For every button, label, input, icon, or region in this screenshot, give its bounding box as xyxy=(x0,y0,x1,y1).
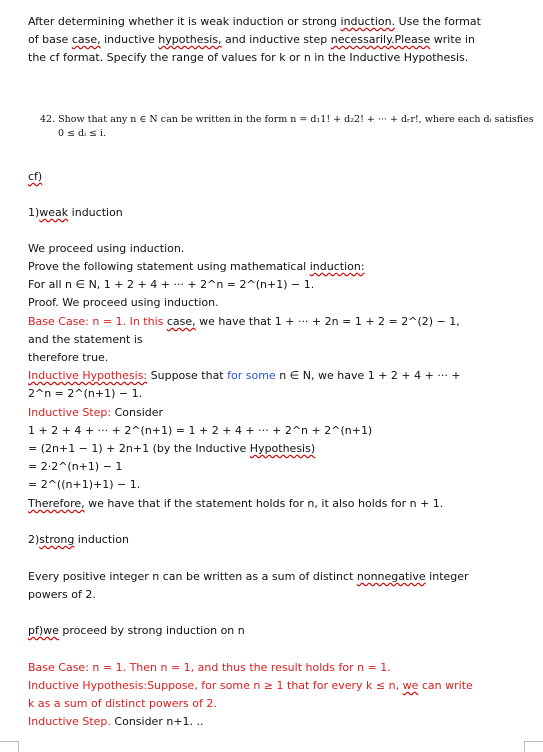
text: of base xyxy=(28,33,72,46)
weak-step-2 xyxy=(28,440,315,458)
text: nonnegative xyxy=(356,570,426,583)
text: hypothesis, xyxy=(158,33,222,46)
text: After determining whether it is weak induction or strong xyxy=(28,15,341,28)
problem-line-1: 42. Show that any n ∈ N can be written in the form n = d₁1! + d₂2! + ··· + dᵣr!, where each dᵢ satisfies xyxy=(40,114,534,125)
text: we xyxy=(402,679,419,692)
text: weak xyxy=(39,206,69,219)
text: 1) xyxy=(28,206,40,219)
text: Inductive Hypothesis:Suppose, for some n ≥ 1 that for every k ≤ n, xyxy=(28,679,403,692)
weak-inductive-step xyxy=(28,404,163,422)
strong-claim xyxy=(28,568,469,586)
text: Base Case: n = 1. In this xyxy=(28,315,167,328)
text: n ∈ N, we have 1 + 2 + 4 + ··· + xyxy=(275,369,461,382)
text: induction: xyxy=(309,260,365,273)
text: Hypothesis) xyxy=(249,442,316,455)
text: Inductive Step. xyxy=(28,715,115,728)
text: Inductive Step: xyxy=(28,406,112,419)
text: write in xyxy=(430,33,475,46)
text: Inductive Hypothesis: xyxy=(28,369,148,382)
weak-line-2 xyxy=(28,258,365,276)
strong-claim-line-2: powers of 2. xyxy=(28,588,96,601)
weak-line-6: and the statement is xyxy=(28,333,143,346)
text: strong xyxy=(39,533,75,546)
text: induction xyxy=(74,533,129,546)
text: induction xyxy=(68,206,123,219)
text: inductive xyxy=(100,33,159,46)
text: Consider xyxy=(111,406,164,419)
weak-inductive-hypothesis xyxy=(28,367,461,385)
page-corner-left xyxy=(0,741,19,752)
strong-proof-intro xyxy=(28,622,245,640)
text: pf)we xyxy=(28,624,59,637)
cf-label: cf) xyxy=(28,170,43,183)
text: Use the format xyxy=(395,15,481,28)
strong-ih-line-2: k as a sum of distinct powers of 2. xyxy=(28,697,217,710)
text: Every positive integer n can be written as a sum of distinct xyxy=(28,570,357,583)
instruction-line-3: the cf format. Specify the range of values for k or n in the Inductive Hypothesis. xyxy=(28,51,469,64)
weak-ih-line-2: 2^n = 2^(n+1) − 1. xyxy=(28,387,143,400)
text: induction. xyxy=(340,15,396,28)
weak-line-7: therefore true. xyxy=(28,351,109,364)
strong-base-case: Base Case: n = 1. Then n = 1, and thus the result holds for n = 1. xyxy=(28,661,391,674)
text: Suppose that xyxy=(147,369,228,382)
weak-step-3: = 2·2^(n+1) − 1 xyxy=(28,460,123,473)
weak-step-4: = 2^((n+1)+1) − 1. xyxy=(28,478,141,491)
text: we have that if the statement holds for n, it also holds for n + 1. xyxy=(84,497,444,510)
text: necessarily.Please xyxy=(330,33,431,46)
text: case, xyxy=(71,33,101,46)
text: = (2n+1 − 1) + 2n+1 (by the Inductive xyxy=(28,442,250,455)
text: integer xyxy=(425,570,469,583)
text: we have that 1 + ··· + 2n = 1 + 2 = 2^(2) − 1, xyxy=(195,315,460,328)
weak-line-3: For all n ∈ N, 1 + 2 + 4 + ··· + 2^n = 2^(n+1) − 1. xyxy=(28,278,315,291)
weak-heading xyxy=(28,204,123,222)
weak-conclusion xyxy=(28,495,443,513)
instruction-line-1 xyxy=(28,13,481,31)
text: case, xyxy=(166,315,196,328)
weak-base-case xyxy=(28,313,460,331)
text: and inductive step xyxy=(221,33,331,46)
strong-heading xyxy=(28,531,129,549)
text: Therefore, xyxy=(28,497,85,510)
text: for some xyxy=(227,369,276,382)
page-corner-right xyxy=(524,741,543,752)
problem-line-2: 0 ≤ dᵢ ≤ i. xyxy=(58,128,107,139)
instruction-line-2 xyxy=(28,31,475,49)
text: 2) xyxy=(28,533,40,546)
text: proceed by strong induction on n xyxy=(58,624,245,637)
weak-line-4: Proof. We proceed using induction. xyxy=(28,296,219,309)
weak-step-1: 1 + 2 + 4 + ··· + 2^(n+1) = 1 + 2 + 4 + ··· + 2^n + 2^(n+1) xyxy=(28,424,373,437)
strong-inductive-step xyxy=(28,713,204,731)
text: Prove the following statement using mathematical xyxy=(28,260,310,273)
text: can write xyxy=(418,679,473,692)
text: Consider n+1. .. xyxy=(114,715,204,728)
weak-line-1: We proceed using induction. xyxy=(28,242,185,255)
strong-inductive-hypothesis xyxy=(28,677,473,695)
